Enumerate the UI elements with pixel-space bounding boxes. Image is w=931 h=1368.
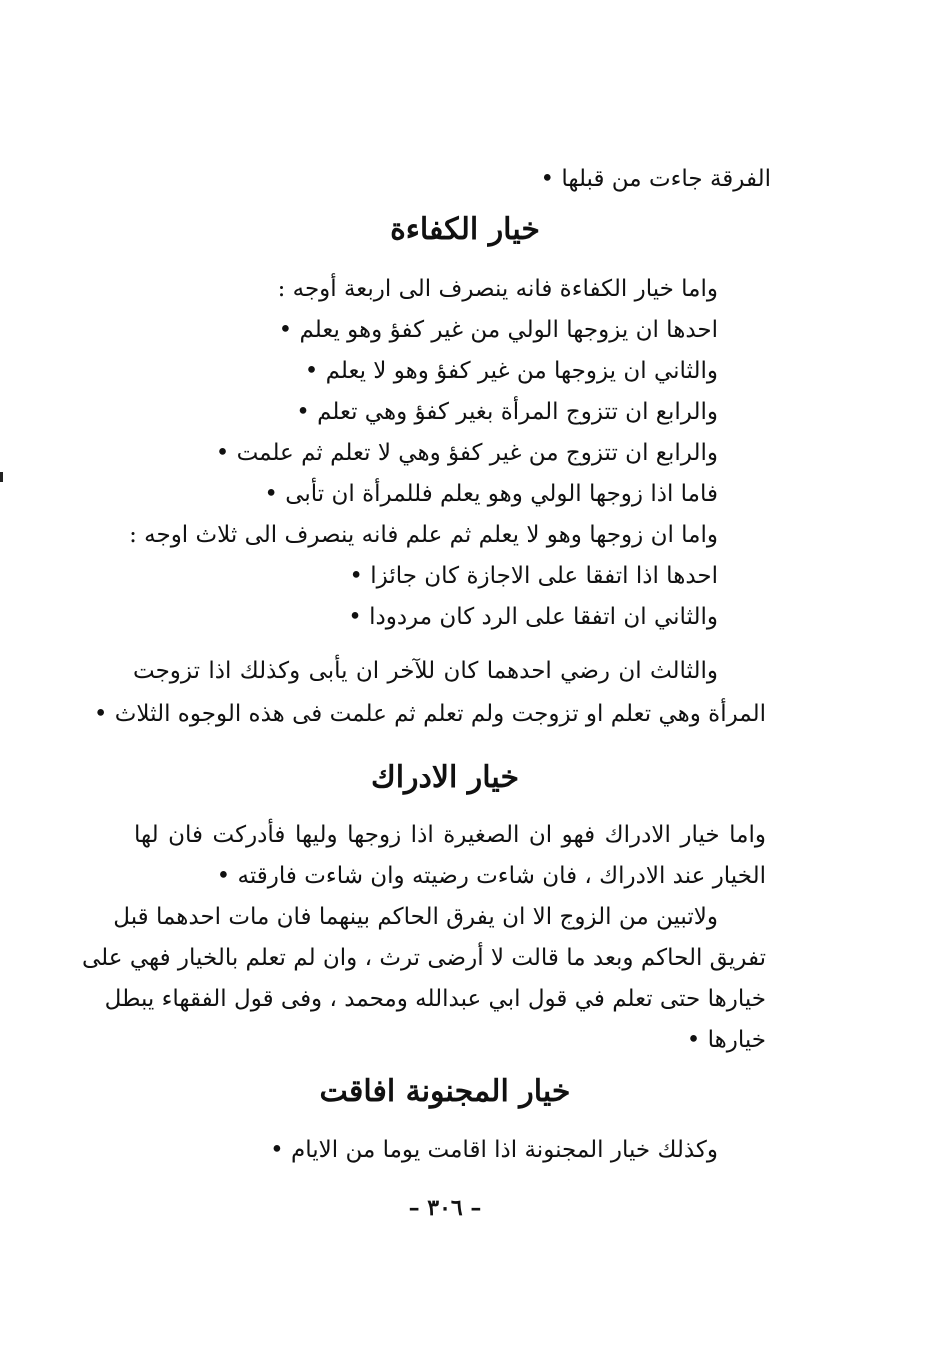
text-line: ولاتبين من الزوج الا ان يفرق الحاكم بينهما فان مات احدهما قبل [113, 904, 718, 930]
text-line: المرأة وهي تعلم او تزوجت ولم تعلم ثم علمت فى هذه الوجوه الثلاث • [93, 701, 766, 727]
text-line: خيارها حتى تعلم في قول ابي عبدالله ومحمد ، وفى قول الفقهاء يبطل [104, 986, 766, 1012]
section-heading-majnuna: خيار المجنونة افاقت [319, 1074, 571, 1109]
text-line: والثالث ان رضي احدهما كان للآخر ان يأبى وكذلك اذا تزوجت [133, 658, 718, 684]
text-line: تفريق الحاكم وبعد ما قالت لا أرضى ترث ، وان لم تعلم بالخيار فهي على [82, 945, 766, 971]
section-heading-idrak: خيار الادراك [370, 760, 520, 795]
text-line: احدها ان يزوجها الولي من غير كفؤ وهو يعلم • [278, 317, 718, 343]
text-line: والثاني ان اتفقا على الرد كان مردودا • [348, 604, 718, 630]
text-line: واما ان زوجها وهو لا يعلم ثم علم فانه ينصرف الى ثلاث اوجه : [129, 522, 718, 548]
text-line: واما خيار الكفاءة فانه ينصرف الى اربعة أوجه : [277, 276, 718, 302]
text-line: خيارها • [686, 1027, 766, 1053]
text-line: الفرقة جاءت من قبلها • [540, 166, 771, 192]
page-number: – ٣٠٦ – [408, 1195, 482, 1221]
section-heading-kafaa: خيار الكفاءة [390, 212, 540, 247]
text-line: واما خيار الادراك فهو ان الصغيرة اذا زوجها وليها فأدركت فان لها [134, 822, 766, 848]
text-line: الخيار عند الادراك ، فان شاءت رضيته وان شاءت فارقته • [216, 863, 766, 889]
text-line: والرابع ان تتزوج المرأة بغير كفؤ وهي تعلم • [296, 399, 718, 425]
text-line: احدها اذا اتفقا على الاجازة كان جائزا • [349, 563, 718, 589]
scan-edge-mark [0, 472, 3, 482]
text-line: وكذلك خيار المجنونة اذا اقامت يوما من الايام • [270, 1137, 718, 1163]
text-line: فاما اذا زوجها الولي وهو يعلم فللمرأة ان تأبى • [264, 481, 718, 507]
text-line: والرابع ان تتزوج من غير كفؤ وهي لا تعلم ثم علمت • [215, 440, 718, 466]
text-line: والثاني ان يزوجها من غير كفؤ وهو لا يعلم • [304, 358, 718, 384]
